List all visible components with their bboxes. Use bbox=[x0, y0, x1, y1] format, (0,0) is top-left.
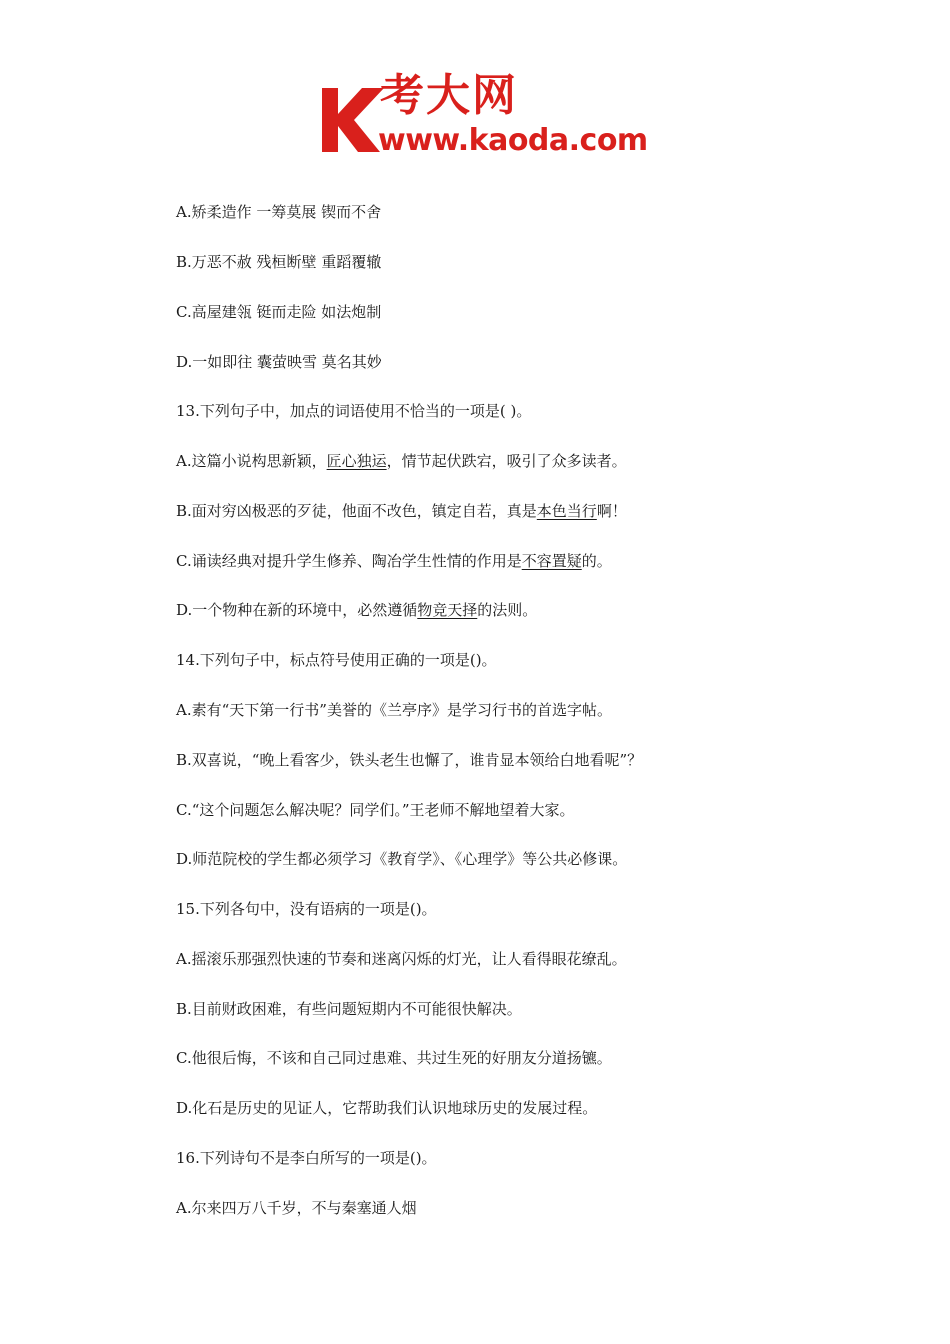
underlined-term: 不容置疑 bbox=[521, 552, 582, 570]
option-line: B.目前财政困难，有些问题短期内不可能很快解决。 bbox=[176, 1000, 522, 1018]
option-text: 啊！ bbox=[596, 502, 627, 520]
option-line: A.矫柔造作 一筹莫展 锲而不舍 bbox=[176, 203, 382, 221]
question-14: 14.下列句子中，标点符号使用正确的一项是()。 bbox=[176, 651, 497, 669]
option-line: A.尔来四万八千岁，不与秦塞通人烟 bbox=[176, 1199, 417, 1217]
logo-brand-text: 考大网 bbox=[380, 70, 518, 121]
underlined-term: 本色当行 bbox=[536, 502, 597, 520]
underlined-term: 匠心独运 bbox=[326, 452, 387, 470]
option-line: D.化石是历史的见证人，它帮助我们认识地球历史的发展过程。 bbox=[176, 1099, 598, 1117]
option-line: D.师范院校的学生都必须学习《教育学》、《心理学》等公共必修课。 bbox=[176, 850, 628, 868]
option-line: A.摇滚乐那强烈快速的节奏和迷离闪烁的灯光，让人看得眼花缭乱。 bbox=[176, 950, 627, 968]
question-15: 15.下列各句中，没有语病的一项是()。 bbox=[176, 900, 437, 918]
option-line bbox=[176, 600, 537, 620]
option-text: A.这篇小说构思新颖， bbox=[176, 452, 327, 470]
question-16: 16.下列诗句不是李白所写的一项是()。 bbox=[176, 1149, 437, 1167]
option-line: C.“这个问题怎么解决呢？同学们。”王老师不解地望着大家。 bbox=[176, 801, 575, 819]
question-13: 13.下列句子中，加点的词语使用不恰当的一项是( )。 bbox=[176, 402, 532, 420]
option-line: C.高屋建瓴 铤而走险 如法炮制 bbox=[176, 303, 382, 321]
option-text: ，情节起伏跌宕，吸引了众多读者。 bbox=[386, 452, 627, 470]
option-text: 的。 bbox=[581, 552, 612, 570]
option-text: B.面对穷凶极恶的歹徒，他面不改色，镇定自若，真是 bbox=[176, 502, 537, 520]
option-text: 的法则。 bbox=[477, 601, 538, 619]
option-line: B.万恶不赦 残桓断壁 重蹈覆辙 bbox=[176, 253, 382, 271]
kaoda-logo bbox=[318, 70, 648, 162]
option-line: A.素有“天下第一行书”美誉的《兰亭序》是学习行书的首选字帖。 bbox=[176, 701, 612, 719]
option-text: C.诵读经典对提升学生修养、陶冶学生性情的作用是 bbox=[176, 552, 522, 570]
option-text: D.一个物种在新的环境中，必然遵循 bbox=[176, 601, 418, 619]
option-line: D.一如即往 囊萤映雪 莫名其妙 bbox=[176, 353, 382, 371]
option-line: B.双喜说，“晚上看客少，铁头老生也懈了，谁肯显本领给白地看呢”？ bbox=[176, 751, 643, 769]
option-line bbox=[176, 551, 612, 571]
underlined-term: 物竞天择 bbox=[417, 601, 478, 619]
logo-url-text: www.kaoda.com bbox=[378, 123, 648, 158]
option-line bbox=[176, 501, 627, 521]
option-line bbox=[176, 451, 627, 471]
option-line: C.他很后悔，不该和自己同过患难、共过生死的好朋友分道扬镳。 bbox=[176, 1049, 612, 1067]
